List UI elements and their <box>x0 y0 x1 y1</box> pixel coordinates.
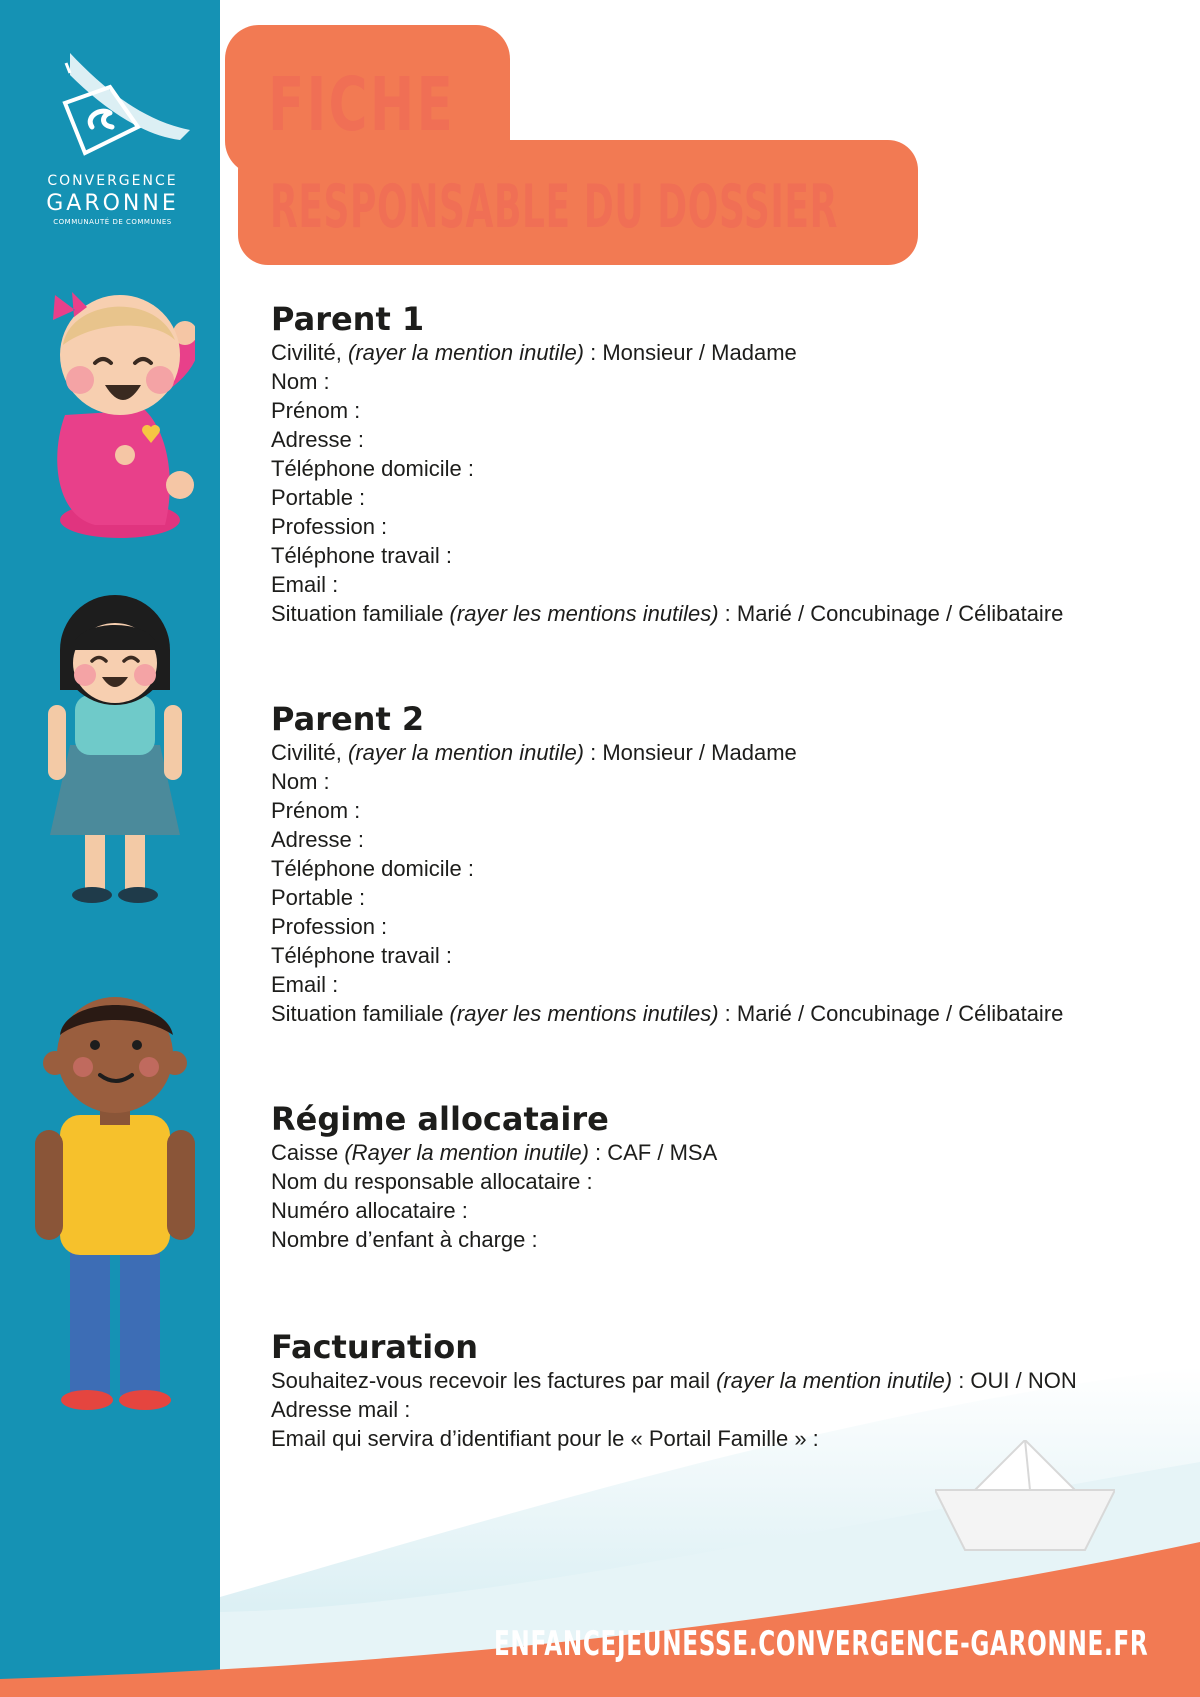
baby-girl-illustration <box>25 285 195 540</box>
section-parent-2 <box>271 700 1063 1028</box>
page-subtitle: RESPONSABLE DU DOSSIER <box>270 172 838 242</box>
field-numero-allocataire: Numéro allocataire : <box>271 1198 468 1223</box>
boy-illustration <box>25 995 200 1415</box>
field-caisse: Caisse (Rayer la mention inutile) : CAF / MSA <box>271 1140 718 1165</box>
field-adresse-mail: Adresse mail : <box>271 1397 411 1422</box>
field-prenom: Prénom : <box>271 398 361 423</box>
field-telephone-travail: Téléphone travail : <box>271 943 452 968</box>
field-nom: Nom : <box>271 769 330 794</box>
section-heading: Régime allocataire <box>271 1100 609 1138</box>
logo-text-convergence: CONVERGENCE <box>47 173 178 189</box>
section-regime-allocataire <box>271 1100 717 1254</box>
field-factures-par-mail: Souhaitez-vous recevoir les factures par mail (rayer la mention inutile) : OUI / NON <box>271 1368 1077 1393</box>
field-email: Email : <box>271 972 339 997</box>
field-adresse: Adresse : <box>271 827 364 852</box>
section-heading: Facturation <box>271 1328 479 1366</box>
field-civilite: Civilité, (rayer la mention inutile) : Monsieur / Madame <box>271 740 797 765</box>
logo-text-communaute: COMMUNAUTÉ DE COMMUNES <box>53 218 172 226</box>
field-portable: Portable : <box>271 485 366 510</box>
field-email-identifiant: Email qui servira d’identifiant pour le « Portail Famille » : <box>271 1426 819 1451</box>
convergence-garonne-logo <box>30 45 195 235</box>
field-telephone-travail: Téléphone travail : <box>271 543 452 568</box>
field-telephone-domicile: Téléphone domicile : <box>271 456 475 481</box>
field-portable: Portable : <box>271 885 366 910</box>
field-situation-familiale: Situation familiale (rayer les mentions inutiles) : Marié / Concubinage / Célibataire <box>271 601 1064 626</box>
section-heading: Parent 1 <box>271 300 425 338</box>
page-title: FICHE <box>268 62 456 148</box>
field-nom-responsable-allocataire: Nom du responsable allocataire : <box>271 1169 593 1194</box>
field-adresse: Adresse : <box>271 427 364 452</box>
field-telephone-domicile: Téléphone domicile : <box>271 856 475 881</box>
footer-website-link[interactable]: ENFANCEJEUNESSE.CONVERGENCE-GARONNE.FR <box>493 1624 1148 1664</box>
section-facturation <box>271 1328 1077 1453</box>
field-profession: Profession : <box>271 514 388 539</box>
section-heading: Parent 2 <box>271 700 425 738</box>
field-nom: Nom : <box>271 369 330 394</box>
field-civilite: Civilité, (rayer la mention inutile) : Monsieur / Madame <box>271 340 797 365</box>
field-profession: Profession : <box>271 914 388 939</box>
field-prenom: Prénom : <box>271 798 361 823</box>
field-email: Email : <box>271 572 339 597</box>
field-situation-familiale: Situation familiale (rayer les mentions inutiles) : Marié / Concubinage / Célibataire <box>271 1001 1064 1026</box>
logo-emblem-icon <box>30 45 195 170</box>
section-parent-1 <box>271 300 1063 628</box>
paper-boat-illustration <box>935 1440 1115 1555</box>
logo-text-garonne: GARONNE <box>46 191 179 216</box>
girl-illustration <box>30 595 190 915</box>
field-nombre-enfants: Nombre d’enfant à charge : <box>271 1227 538 1252</box>
